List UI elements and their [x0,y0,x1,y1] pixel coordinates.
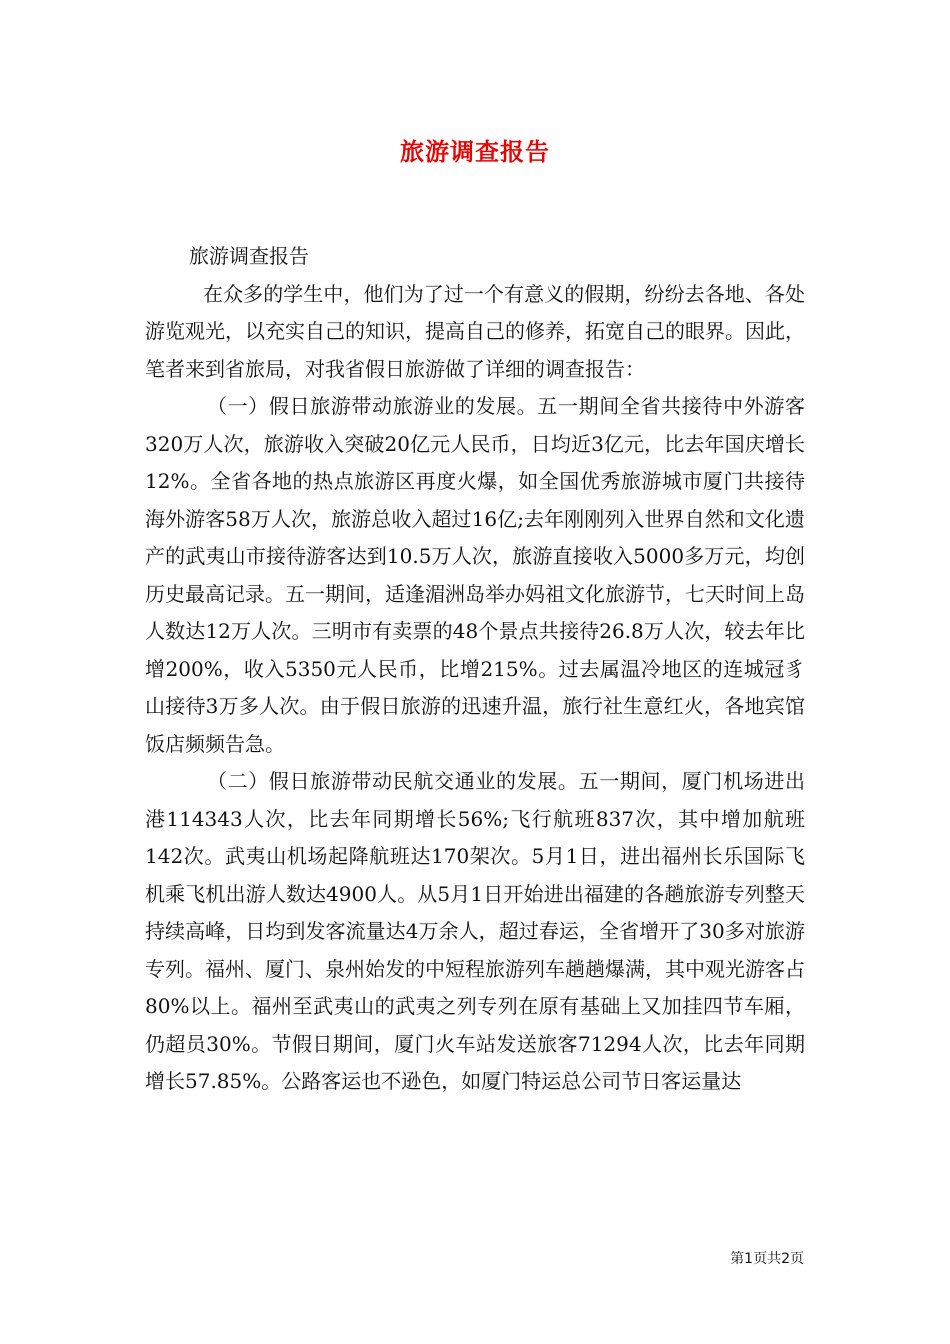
document-body [145,238,805,1101]
document-title: 旅游调查报告 [400,137,550,166]
document-subtitle: 旅游调查报告 [189,244,309,268]
section-one-paragraph: （一）假日旅游带动旅游业的发展。五一期间全省共接待中外游客320万人次，旅游收入突破20亿元人民币，日均近3亿元，比去年国庆增长12%。全省各地的热点旅游区再度火爆，如全国优秀旅游城市厦门共接待海外游客58万人次，旅游总收入超过16亿;去年刚刚列入世界自然和文化遗产的武夷山市接待游客达到10.5万人次，旅游直接收入5000多万元，均创历史最高记录。五一期间，适逢湄洲岛举办妈祖文化旅游节，七天时间上岛人数达12万人次。三明市有卖票的48个景点共接待26.8万人次，较去年比增200%，收入5350元人民币，比增215%。过去属温冷地区的连城冠豸山接待3万多人次。由于假日旅游的迅速升温，旅行社生意红火，各地宾馆饭店频频告急。 [145,394,805,756]
intro-paragraph: 在众多的学生中，他们为了过一个有意义的假期，纷纷去各地、各处游览观光，以充实自己的知识，提高自己的修养，拓宽自己的眼界。因此，笔者来到省旅局，对我省假日旅游做了详细的调查报告： [145,281,805,381]
section-two-paragraph: （二）假日旅游带动民航交通业的发展。五一期间，厦门机场进出港114343人次，比去年同期增长56%;飞行航班837次，其中增加航班142次。武夷山机场起降航班达170架次。5月1日，进出福州长乐国际飞机乘飞机出游人数达4900人。从5月1日开始进出福建的各趟旅游专列整天持续高峰，日均到发客流量达4万余人，超过春运，全省增开了30多对旅游专列。福州、厦门、泉州始发的中短程旅游列车趟趟爆满，其中观光游客占80%以上。福州至武夷山的武夷之列专列在原有基础上又加挂四节车厢，仍超员30%。节假日期间，厦门火车站发送旅客71294人次，比去年同期增长57.85%。公路客运也不逊色，如厦门特运总公司节日客运量达 [145,769,805,1093]
page-number: 第1页共2页 [730,1251,804,1267]
